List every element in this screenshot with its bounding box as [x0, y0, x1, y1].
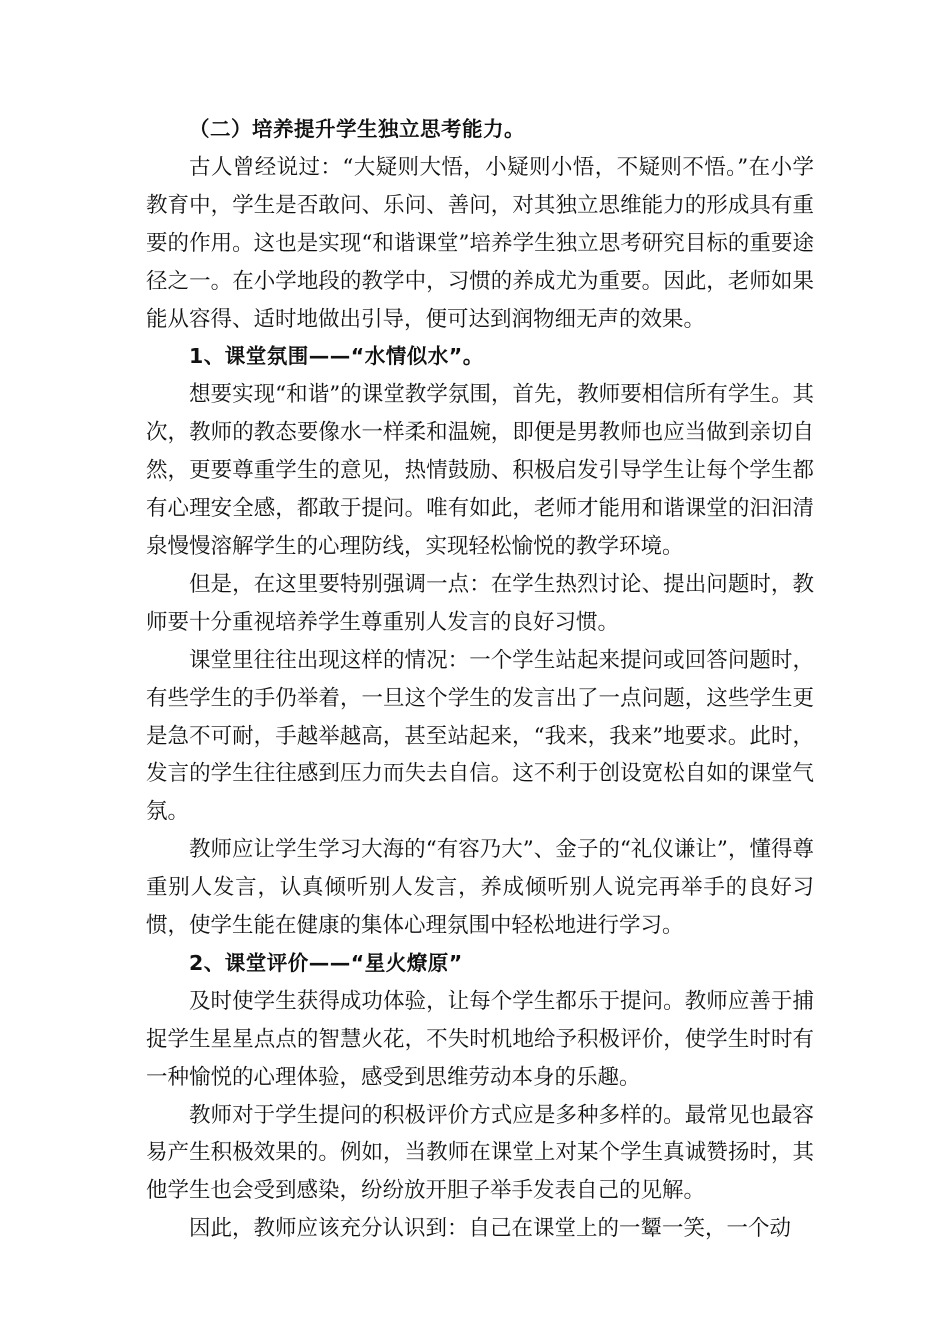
subsection-heading: 2、课堂评价——“星火燎原”	[189, 950, 463, 975]
paragraph: 想要实现“和谐”的课堂教学氛围，首先，教师要相信所有学生。其次，教师的教态要像水一样柔和温婉，即便是男教师也应当做到亲切自然，更要尊重学生的意见，热情鼓励、积极启发引导学生让每个学生都有心理安全感，都敢于提问。唯有如此，老师才能用和谐课堂的汩汩清泉慢慢溶解学生的心理防线，实现轻松愉悦的教学环境。	[146, 382, 814, 559]
paragraph: 课堂里往往出现这样的情况：一个学生站起来提问或回答问题时，有些学生的手仍举着，一旦这个学生的发言出了一点问题，这些学生更是急不可耐，手越举越高，甚至站起来，“我来，我来”地要求。此时，发言的学生往往感到压力而失去自信。这不利于创设宽松自如的课堂气氛。	[146, 647, 814, 825]
paragraph: 教师应让学生学习大海的“有容乃大”、金子的“礼仪谦让”，懂得尊重别人发言，认真倾听别人发言，养成倾听别人说完再举手的良好习惯，使学生能在健康的集体心理氛围中轻松地进行学习。	[146, 837, 814, 939]
section-heading: （二）培养提升学生独立思考能力。	[189, 117, 525, 141]
document-body	[146, 111, 814, 1248]
paragraph: 但是，在这里要特别强调一点：在学生热烈讨论、提出问题时，教师要十分重视培养学生尊重别人发言的良好习惯。	[146, 571, 814, 635]
paragraph: 及时使学生获得成功体验，让每个学生都乐于提问。教师应善于捕捉学生星星点点的智慧火花，不失时机地给予积极评价，使学生时时有一种愉悦的心理体验，感受到思维劳动本身的乐趣。	[146, 988, 814, 1090]
subsection-heading: 1、课堂氛围——“水情似水”。	[189, 344, 484, 369]
paragraph: 古人曾经说过：“大疑则大悟，小疑则小悟，不疑则不悟。”在小学教育中，学生是否敢问、乐问、善问，对其独立思维能力的形成具有重要的作用。这也是实现“和谐课堂”培养学生独立思考研究目标的重要途径之一。在小学地段的教学中，习惯的养成尤为重要。因此，老师如果能从容得、适时地做出引导，便可达到润物细无声的效果。	[146, 154, 814, 332]
paragraph: 教师对于学生提问的积极评价方式应是多种多样的。最常见也最容易产生积极效果的。例如，当教师在课堂上对某个学生真诚赞扬时，其他学生也会受到感染，纷纷放开胆子举手发表自己的见解。	[146, 1102, 814, 1204]
paragraph: 因此，教师应该充分认识到：自己在课堂上的一颦一笑，一个动	[189, 1216, 792, 1242]
